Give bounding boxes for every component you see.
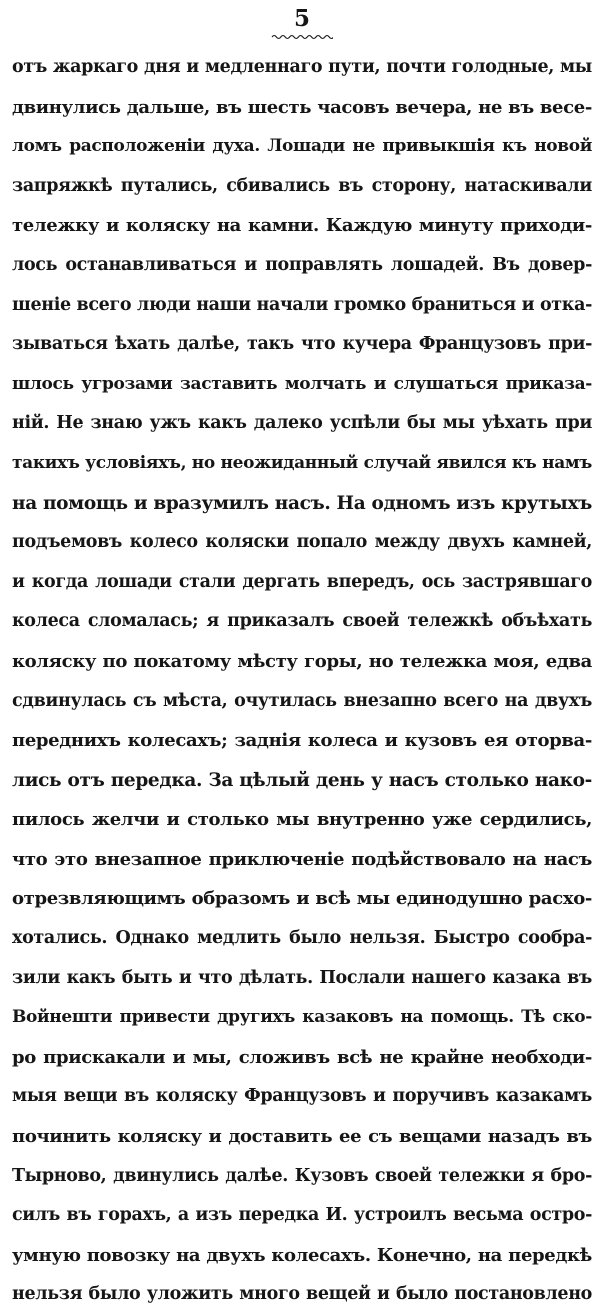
text-line: лось останавливаться и поправлять лошадей. Въ довер-: [12, 254, 592, 275]
text-line: подъемовъ колесо коляски попало между двухъ камней,: [12, 532, 592, 553]
text-line: коляску по покатому мѣсту горы, но тележка моя, едва: [12, 650, 592, 672]
text-line: хотались. Однако медлить было нельзя. Быстро сообра-: [12, 928, 592, 949]
text-line: шеніе всего люди наши начали громко браниться и отка-: [12, 294, 592, 315]
text-line: Тырново, двинулись далѣе. Кузовъ своей тележки я бро-: [12, 1165, 592, 1186]
text-line: что это внезапное приключеніе подѣйствовало на насъ: [12, 848, 592, 870]
body-text: [12, 48, 592, 1315]
text-line: пилось желчи и столько мы внутренно уже сердились,: [12, 809, 592, 831]
text-line: отрезвляющимъ образомъ и всѣ мы единодушно расхо-: [12, 888, 592, 910]
text-line: ній. Не знаю ужъ какъ далеко успѣли бы мы уѣхать при: [12, 413, 592, 434]
text-line: шлось угрозами заставить молчать и слушаться приказа-: [12, 373, 592, 394]
text-line: запряжкѣ путались, сбивались въ сторону, натаскивали: [12, 175, 592, 196]
text-line: такихъ условіяхъ, но неожиданный случай явился къ намъ: [12, 452, 592, 473]
text-line: ломъ расположеніи духа. Лошади не привыкшія къ новой: [12, 136, 592, 157]
text-line: починить коляску и доставить ее съ вещами назадъ въ: [12, 1126, 592, 1148]
text-line: ро прискакали и мы, сложивъ всѣ не крайне необходи-: [12, 1046, 592, 1068]
text-line: и когда лошади стали дергать впередъ, ось застрявшаго: [12, 571, 592, 592]
text-line: зили какъ быть и что дѣлать. Послали нашего казака въ: [12, 967, 592, 988]
text-line: колеса сломалась; я приказалъ своей тележкѣ объѣхать: [12, 611, 592, 632]
text-line: нельзя было уложить много вещей и было постановлено: [12, 1284, 592, 1305]
text-line: переднихъ колесахъ; заднія колеса и кузовъ ея оторва-: [12, 730, 592, 752]
text-line: лись отъ передка. За цѣлый день у насъ столько нако-: [12, 769, 592, 791]
text-line: отъ жаркаго дня и медленнаго пути, почти голодные, мы: [12, 57, 592, 77]
text-line: двинулись дальше, въ шесть часовъ вечера, не въ весе-: [12, 96, 592, 118]
text-line: силъ въ горахъ, а изъ передка И. устроилъ весьма остро-: [12, 1205, 592, 1226]
header-ornament: [271, 33, 333, 41]
text-line: на помощь и вразумилъ насъ. На одномъ изъ крутыхъ: [12, 492, 592, 514]
text-line: сдвинулась съ мѣста, очутилась внезапно всего на двухъ: [12, 690, 592, 711]
page-number: 5: [293, 5, 310, 32]
text-line: умную повозку на двухъ колесахъ. Конечно, на передкѣ: [12, 1244, 592, 1266]
text-line: Войнешти привести другихъ казаковъ на помощь. Тѣ ско-: [12, 1007, 592, 1028]
text-line: тележку и коляску на камни. Каждую минуту приходи-: [12, 215, 592, 237]
page-header: [0, 6, 604, 41]
text-line: мыя вещи въ коляску Французовъ и поручивъ казакамъ: [12, 1086, 592, 1107]
text-line: зываться ѣхать далѣе, такъ что кучера Французовъ при-: [12, 334, 592, 355]
